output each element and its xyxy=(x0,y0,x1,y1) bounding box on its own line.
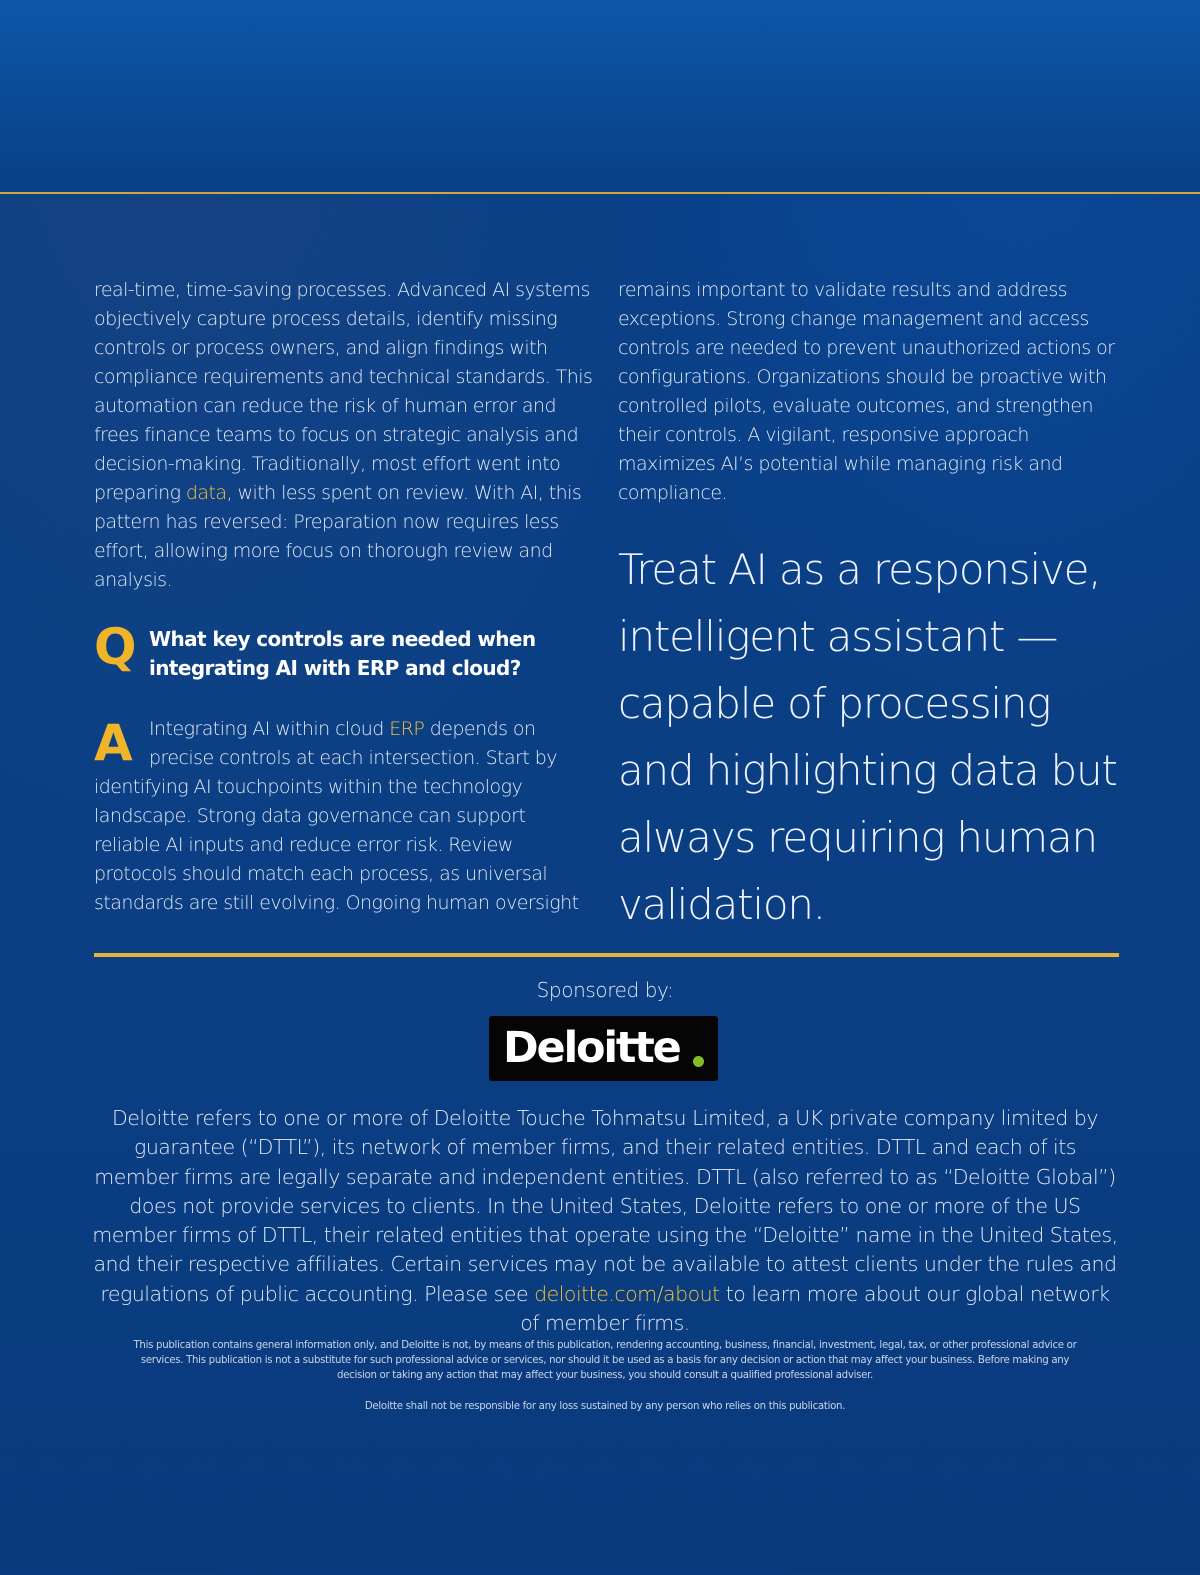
intro-text-end: , with less spent on review. With AI, this pattern has reversed: Preparation now requires less effort, allowing more focus on thorough review and analysis. xyxy=(94,482,582,591)
pull-quote: Treat AI as a responsive, intelligent assistant — capable of processing and highlighting data but always requiring human validation. xyxy=(618,545,1117,929)
logo-green-dot-icon xyxy=(693,1056,704,1067)
intro-paragraph xyxy=(94,276,594,595)
disclosure-text-end: to learn more about our global network of member firms. xyxy=(520,1281,1110,1336)
liability-note: Deloitte shall not be responsible for any loss sustained by any person who relies on this publication. xyxy=(364,1401,846,1412)
answer-marker: A xyxy=(94,714,133,772)
section-divider xyxy=(94,953,1119,957)
data-link[interactable]: data xyxy=(185,482,227,504)
about-link[interactable]: deloitte.com/about xyxy=(534,1281,720,1306)
answer-text-start: Integrating AI within cloud xyxy=(149,718,390,740)
question-marker: Q xyxy=(94,618,137,676)
answer-block xyxy=(94,715,594,918)
right-column xyxy=(618,276,1123,938)
fine-print: This publication contains general information only, and Deloitte is not, by means of this publication, rendering accounting, business, financial, investment, legal, tax, or other professional advice or services. This publication is not a substitute for such professional advice or services, nor should it be used as a basis for any decision or action that may affect your business. Before making any decision or taking any action that may affect your business, you should consult a qualified professional adviser. xyxy=(133,1340,1077,1381)
continued-paragraph: remains important to validate results and address exceptions. Strong change management and access controls are needed to prevent unauthorized actions or configurations. Organizations should be proactive with controlled pilots, evaluate outcomes, and strengthen their controls. A vigilant, responsive approach maximizes AI’s potential while managing risk and compliance. xyxy=(618,279,1115,504)
sponsored-label: Sponsored by: xyxy=(536,978,674,1002)
question-block xyxy=(94,618,594,693)
question-heading: What key controls are needed when integrating AI with ERP and cloud? xyxy=(149,627,536,680)
header-divider xyxy=(0,192,1200,194)
logo-wordmark: Deloitte xyxy=(503,1023,680,1073)
left-column xyxy=(94,276,594,918)
deloitte-logo xyxy=(489,1016,718,1081)
disclosure-text-start: Deloitte refers to one or more of Deloitte Touche Tohmatsu Limited, a UK private company limited by guarantee (“DTTL”), its network of member firms, and their related entities. DTTL and each of its member firms are legally separate and independent entities. DTTL (also referred to as “Deloitte Global”) does not provide services to clients. In the United States, Deloitte refers to one or more of the US member firms of DTTL, their related entities that operate using the “Deloitte” name in the United States, and their respective affiliates. Certain services may not be available to attest clients under the rules and regulations of public accounting. Please see xyxy=(92,1106,1118,1306)
answer-text-end: depends on precise controls at each intersection. Start by identifying AI touchpoints within the technology landscape. Strong data governance can support reliable AI inputs and reduce error risk. Review protocols should match each process, as universal standards are still evolving. Ongoing human oversight xyxy=(94,718,579,914)
legal-disclosure xyxy=(90,1104,1120,1338)
answer-paragraph xyxy=(94,715,594,918)
intro-text-start: real-time, time-saving processes. Advanced AI systems objectively capture process details, identify missing controls or process owners, and align findings with compliance requirements and technical standards. This automation can reduce the risk of human error and frees finance teams to focus on strategic analysis and decision-making. Traditionally, most effort went into preparing xyxy=(94,279,593,504)
erp-link[interactable]: ERP xyxy=(389,718,425,740)
header-banner xyxy=(0,0,1200,193)
